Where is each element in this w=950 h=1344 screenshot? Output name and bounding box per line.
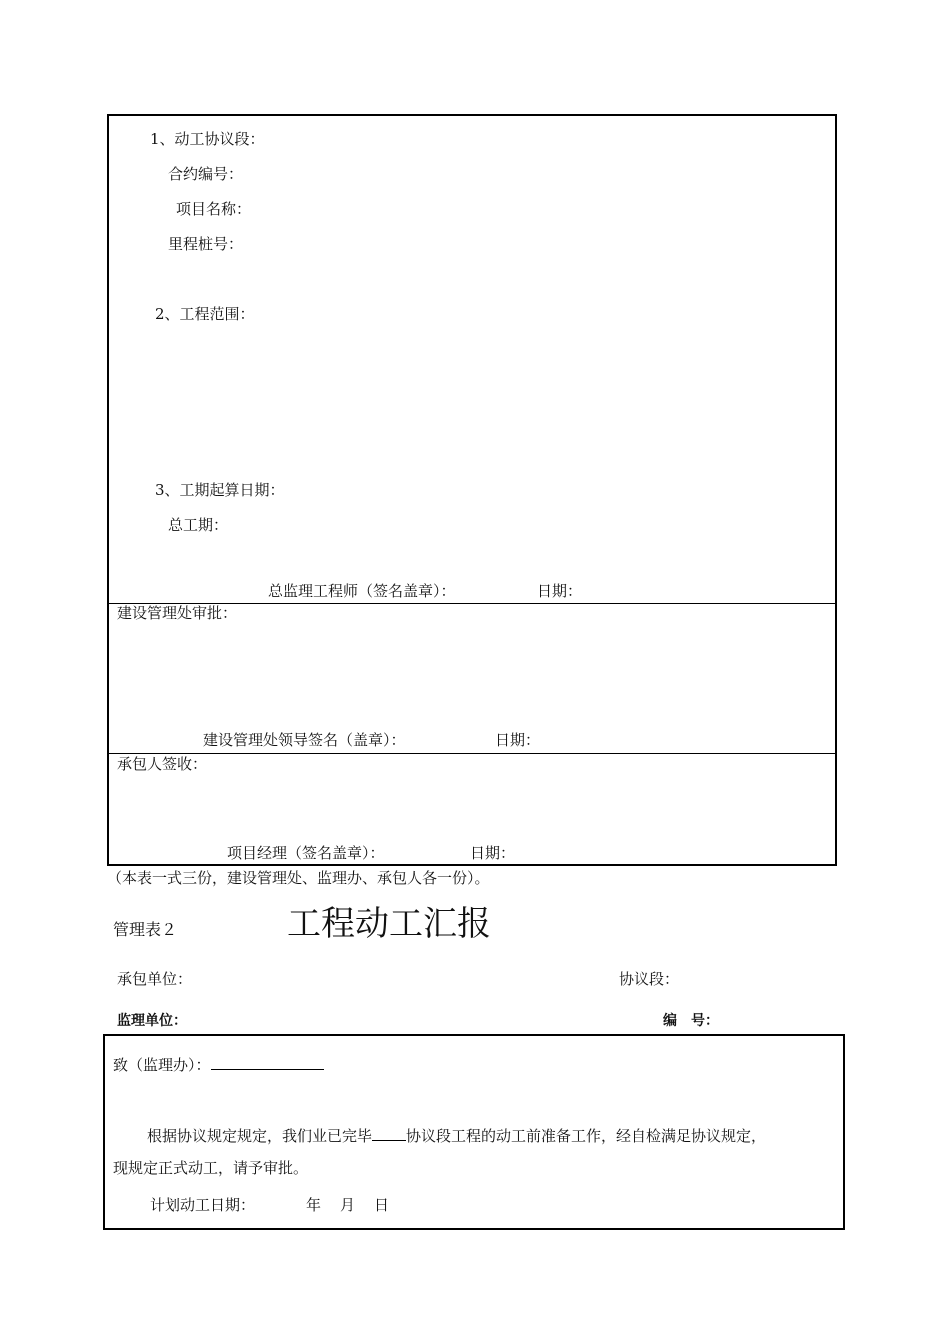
construction-leader-date: 日期：	[495, 731, 541, 749]
item1-title: 1、动工协议段：	[150, 130, 265, 148]
to-line	[113, 1053, 324, 1074]
plan-date-month: 月	[340, 1196, 356, 1214]
chief-engineer-date: 日期：	[537, 582, 583, 600]
construction-approval-label: 建设管理处审批：	[117, 604, 238, 622]
number-label: 编 号：	[663, 1013, 719, 1029]
mileage-label: 里程桩号：	[168, 235, 244, 253]
project-name-label: 项目名称：	[176, 200, 252, 218]
to-label: 致（监理办）：	[113, 1056, 211, 1074]
plan-date-day: 日	[374, 1196, 390, 1214]
body-blank	[372, 1124, 406, 1141]
agreement-section-label: 协议段：	[619, 970, 680, 988]
item3-title: 3、工期起算日期：	[155, 481, 285, 499]
table-number: 管理表２	[113, 920, 178, 939]
plan-date-year: 年	[306, 1196, 322, 1214]
project-manager-sign: 项目经理（签名盖章）：	[227, 844, 385, 862]
supervisor-label: 监理单位：	[117, 1013, 187, 1029]
chief-engineer-sign: 总监理工程师（签名盖章）：	[268, 582, 456, 600]
total-period-label: 总工期：	[168, 516, 229, 534]
body-part1: 根据协议规定规定，我们业已完毕	[147, 1127, 373, 1145]
body-line1	[147, 1124, 766, 1145]
construction-leader-sign: 建设管理处领导签名（盖章）：	[203, 731, 406, 749]
contractor-label: 承包单位：	[117, 970, 193, 988]
contractor-receipt-label: 承包人签收：	[117, 755, 208, 773]
body-line2: 现规定正式动工，请予审批。	[113, 1159, 309, 1177]
to-blank	[211, 1053, 324, 1070]
project-manager-date: 日期：	[470, 844, 516, 862]
contract-no-label: 合约编号：	[168, 165, 244, 183]
divider-contractor	[109, 753, 835, 754]
footnote: （本表一式三份，建设管理处、监理办、承包人各一份）。	[107, 869, 490, 887]
body-part2: 协议段工程的动工前准备工作，经自检满足协议规定，	[406, 1127, 767, 1145]
plan-date-label: 计划动工日期：	[150, 1196, 256, 1214]
page-title: 工程动工汇报	[287, 904, 491, 944]
item2-title: 2、工程范围：	[155, 305, 255, 323]
